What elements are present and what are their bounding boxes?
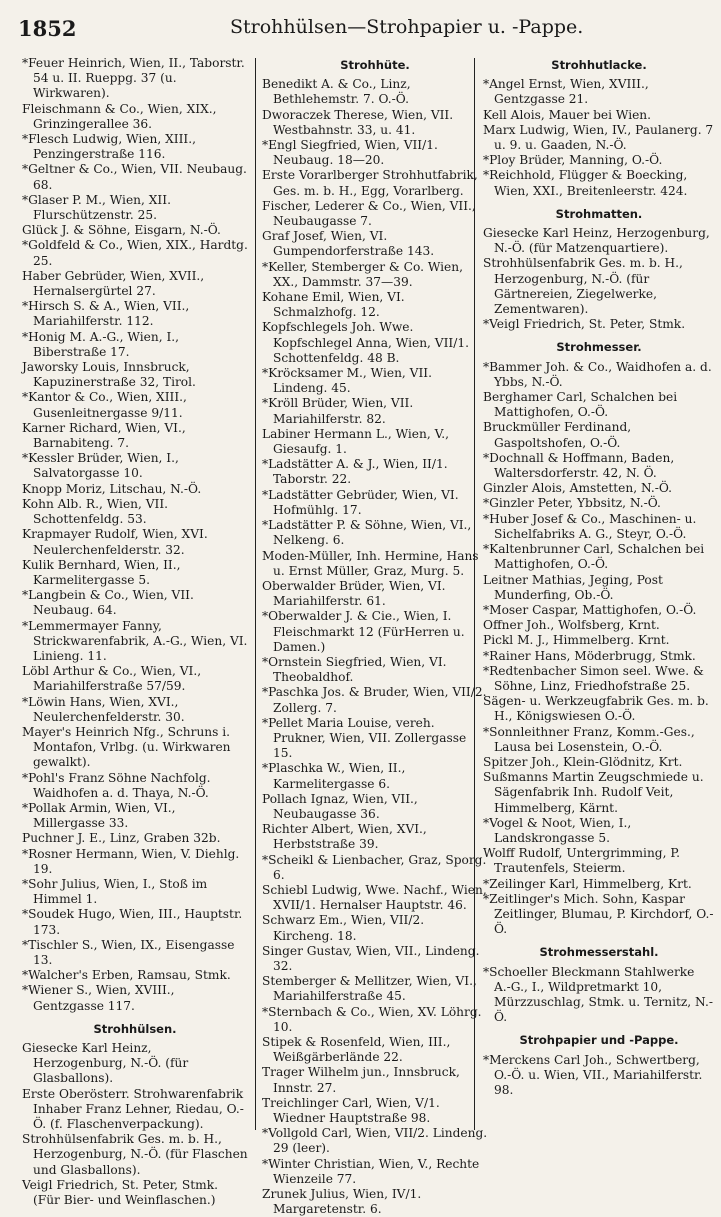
directory-entry: *Geltner & Co., Wien, VII. Neubaug. 68. (22, 162, 247, 192)
directory-entry: Graf Josef, Wien, VI. Gumpendorferstraße 143. (262, 229, 435, 259)
directory-entry: *Walcher's Erben, Ramsau, Stmk. (22, 968, 231, 983)
directory-entry: *Lemmermayer Fanny, Strickwarenfabrik, A.-G., Wien, VI. Linieng. 11. (22, 618, 248, 663)
directory-entry: *Ladstätter A. & J., Wien, II/1. Taborstr. 22. (262, 457, 448, 487)
directory-entry: Singer Gustav, Wien, VII., Lindeng. 32. (262, 943, 480, 973)
directory-entry: Haber Gebrüder, Wien, XVII., Hernalsergürtel 27. (22, 268, 205, 299)
directory-entry: *Rosner Hermann, Wien, V. Diehlg. 19. (22, 846, 240, 876)
directory-entry: Stemberger & Mellitzer, Wien, VI., Mariahilferstraße 45. (262, 974, 477, 1004)
directory-entry: Kulik Bernhard, Wien, II., Karmelitergasse 5. (22, 557, 181, 587)
directory-entry: Benedikt A. & Co., Linz, Bethlehemstr. 7. O.-Ö. (262, 77, 411, 107)
directory-entry: *Zeitlinger's Mich. Sohn, Kaspar Zeitlinger, Blumau, P. Kirchdorf, O.-Ö. (483, 891, 714, 937)
directory-entry: Kopfschlegels Joh. Wwe. Kopfschlegel Anna, Wien, VII/1. Schottenfeldg. 48 B. (262, 320, 469, 365)
section-heading-strohhutlacke: Strohhutlacke. (551, 58, 647, 72)
directory-entry: Wolff Rudolf, Untergrimming, P. Trautenfels, Steierm. (483, 846, 680, 876)
directory-entry: *Kantor & Co., Wien, XIII., Gusenleitnergasse 9/11. (22, 390, 187, 420)
directory-entry: *Ploy Brüder, Manning, O.-Ö. (483, 153, 663, 168)
directory-entry: Mayer's Heinrich Nfg., Schruns i. Montafon, Vrlbg. (u. Wirkwaren gewalkt). (22, 724, 231, 770)
directory-entry: Strohhülsenfabrik Ges. m. b. H., Herzogenburg, N.-Ö. (für Gärtnereien, Ziegelwerke, Zementwaren). (483, 256, 683, 317)
directory-entry: *Pellet Maria Louise, vereh. Prukner, Wien, VII. Zollergasse 15. (262, 715, 467, 761)
directory-entry: Kohane Emil, Wien, VI. Schmalzhofg. 12. (262, 290, 405, 320)
directory-entry: Sägen- u. Werkzeugfabrik Ges. m. b. H., Königswiesen O.-Ö. (483, 694, 709, 724)
directory-entry: *Langbein & Co., Wien, VII. Neubaug. 64. (22, 588, 194, 618)
directory-entry: Spitzer Joh., Klein-Glödnitz, Krt. (483, 754, 683, 769)
column-divider (255, 58, 256, 1130)
section-heading-strohmatten: Strohmatten. (555, 206, 643, 221)
directory-entry: Kohn Alb. R., Wien, VII. Schottenfeldg. 53. (22, 496, 169, 527)
directory-entry: *Wiener S., Wien, XVIII., Gentzgasse 117. (22, 983, 175, 1013)
entry-list (22, 56, 248, 1014)
directory-entry: *Paschka Jos. & Bruder, Wien, VII/2. Zollerg. 7. (262, 685, 487, 715)
directory-entry: *Vogel & Noot, Wien, I., Landskrongasse 5. (483, 815, 632, 845)
directory-entry: Treichlinger Carl, Wien, V/1. Wiedner Hauptstraße 98. (262, 1095, 440, 1126)
directory-entry: Puchner J. E., Linz, Graben 32b. (22, 831, 221, 846)
directory-entry: *Glaser P. M., Wien, XII. Flurschützenstr. 25. (22, 192, 171, 223)
directory-entry: *Ginzler Peter, Ybbsitz, N.-Ö. (483, 496, 661, 511)
directory-entry: *Soudek Hugo, Wien, III., Hauptstr. 173. (22, 907, 243, 937)
column-2 (262, 56, 488, 1217)
directory-entry: *Flesch Ludwig, Wien, XIII., Penzingerstraße 116. (22, 132, 196, 162)
directory-entry: Krapmayer Rudolf, Wien, XVI. Neulerchenfelderstr. 32. (22, 527, 208, 557)
directory-entry: *Scheikl & Lienbacher, Graz, Sporg. 6. (262, 852, 487, 882)
entry-list (483, 77, 715, 199)
directory-entry: Bruckmüller Ferdinand, Gaspoltshofen, O.-Ö. (483, 420, 632, 450)
directory-entry: *Bammer Joh. & Co., Waidhofen a. d. Ybbs, N.-Ö. (483, 359, 712, 389)
directory-entry: Stipek & Rosenfeld, Wien, III., Weißgärberlände 22. (262, 1035, 451, 1065)
directory-entry: *Oberwalder J. & Cie., Wien, I. Fleischmarkt 12 (FürHerren u. Damen.) (262, 609, 465, 654)
entry-list (483, 1053, 715, 1099)
directory-entry: *Pollak Armin, Wien, VI., Millergasse 33. (22, 800, 176, 831)
directory-entry: Richter Albert, Wien, XVI., Herbststraße 39. (262, 822, 427, 852)
directory-entry: *Honig M. A.-G., Wien, I., Biberstraße 17. (22, 329, 180, 359)
directory-entry: Erste Oberösterr. Strohwarenfabrik Inhaber Franz Lehner, Riedau, O.-Ö. (f. Flaschenverpackung). (22, 1086, 244, 1132)
section-heading-strohhuete: Strohhüte. (340, 58, 410, 72)
directory-entry: *Angel Ernst, Wien, XVIII., Gentzgasse 21. (483, 77, 649, 107)
directory-entry: Fischer, Lederer & Co., Wien, VII., Neubaugasse 7. (262, 198, 476, 229)
page-number: 1852 (18, 16, 77, 41)
directory-entry: *Pohl's Franz Söhne Nachfolg. Waidhofen a. d. Thaya, N.-Ö. (22, 770, 211, 800)
directory-entry: Strohhülsenfabrik Ges. m. b. H., Herzogenburg, N.-Ö. (für Flaschen und Glasballons). (22, 1132, 248, 1177)
directory-entry: Jaworsky Louis, Innsbruck, Kapuzinerstraße 32, Tirol. (22, 360, 196, 390)
directory-entry: *Kaltenbrunner Carl, Schalchen bei Mattighofen, O.-Ö. (483, 542, 705, 572)
directory-entry: Sußmanns Martin Zeugschmiede u. Sägenfabrik Inh. Rudolf Veit, Himmelberg, Kärnt. (483, 770, 704, 815)
directory-entry: Oberwalder Brüder, Wien, VI. Mariahilferstr. 61. (262, 578, 446, 609)
entry-list (483, 360, 715, 938)
directory-entry: Kell Alois, Mauer bei Wien. (483, 107, 652, 122)
directory-entry: Löbl Arthur & Co., Wien, VI., Mariahilferstraße 57/59. (22, 664, 202, 694)
directory-entry: Offner Joh., Wolfsberg, Krnt. (483, 618, 660, 633)
directory-entry: *Reichhold, Flügger & Boecking, Wien, XXI., Breitenleerstr. 424. (483, 168, 688, 198)
directory-entry: *Feuer Heinrich, Wien, II., Taborstr. 54 u. II. Rueppg. 37 (u. Wirkwaren). (22, 56, 245, 101)
directory-entry: *Rainer Hans, Möderbrugg, Stmk. (483, 648, 696, 663)
section-heading-strohmesser: Strohmesser. (556, 340, 642, 355)
entry-list (22, 1041, 248, 1208)
directory-entry: Labiner Hermann L., Wien, V., Giesaufg. 1. (262, 426, 450, 457)
section-heading-strohmesserstahl: Strohmesserstahl. (539, 945, 659, 960)
directory-entry: *Huber Josef & Co., Maschinen- u. Sichelfabriks A. G., Steyr, O.-Ö. (483, 511, 697, 541)
directory-entry: *Schoeller Bleckmann Stahlwerke A.-G., I., Wildpretmarkt 10, Mürzzuschlag, Stmk. u. Ternitz, N.-Ö. (483, 964, 713, 1025)
column-3 (483, 56, 715, 1098)
directory-entry: Schiebl Ludwig, Wwe. Nachf., Wien, XVII/1. Hernalser Hauptstr. 46. (262, 882, 487, 913)
directory-entry: Ginzler Alois, Amstetten, N.-Ö. (483, 481, 673, 496)
directory-entry: *Vollgold Carl, Wien, VII/2. Lindeng. 29 (leer). (262, 1126, 488, 1156)
directory-entry: Karner Richard, Wien, VI., Barnabiteng. 7. (22, 420, 186, 451)
directory-entry: Veigl Friedrich, St. Peter, Stmk. (Für Bier- und Weinflaschen.) (22, 1177, 218, 1208)
directory-entry: *Sonnleithner Franz, Komm.-Ges., Lausa bei Losenstein, O.-Ö. (483, 724, 695, 754)
directory-entry: Moden-Müller, Inh. Hermine, Hans u. Ernst Müller, Graz, Murg. 5. (262, 548, 479, 578)
directory-entry: *Sohr Julius, Wien, I., Stoß im Himmel 1. (22, 876, 208, 907)
entry-list (262, 77, 488, 1217)
directory-entry: Zrunek Julius, Wien, IV/1. Margaretenstr. 6. (262, 1187, 422, 1217)
directory-entry: *Sternbach & Co., Wien, XV. Löhrg. 10. (262, 1004, 482, 1034)
entry-list (483, 226, 715, 332)
directory-entry: *Keller, Stemberger & Co. Wien, XX., Dammstr. 37—39. (262, 259, 463, 289)
directory-entry: Pollach Ignaz, Wien, VII., Neubaugasse 36. (262, 791, 418, 821)
directory-entry: *Goldfeld & Co., Wien, XIX., Hardtg. 25. (22, 238, 248, 268)
column-1 (22, 56, 248, 1208)
directory-entry: *Dochnall & Hoffmann, Baden, Waltersdorferstr. 42, N. Ö. (483, 450, 675, 481)
directory-entry: *Plaschka W., Wien, II., Karmelitergasse 6. (262, 761, 406, 791)
directory-entry: Pickl M. J., Himmelberg. Krnt. (483, 633, 670, 648)
directory-entry: Leitner Mathias, Jeging, Post Munderfing, Ob.-Ö. (483, 572, 663, 602)
section-heading-strohpapier: Strohpapier und -Pappe. (519, 1033, 679, 1048)
directory-entry: Berghamer Carl, Schalchen bei Mattighofen, O.-Ö. (483, 390, 678, 420)
page-header (0, 10, 721, 46)
directory-entry: *Merckens Carl Joh., Schwertberg, O.-Ö. u. Wien, VII., Mariahilferstr. 98. (483, 1052, 703, 1097)
directory-entry: *Kröcksamer M., Wien, VII. Lindeng. 45. (262, 366, 432, 396)
directory-entry: Fleischmann & Co., Wien, XIX., Grinzingerallee 36. (22, 101, 217, 131)
directory-entry: Trager Wilhelm jun., Innsbruck, Innstr. 27. (262, 1065, 460, 1095)
directory-entry: *Winter Christian, Wien, V., Rechte Wienzeile 77. (262, 1156, 480, 1186)
directory-entry: Giesecke Karl Heinz, Herzogenburg, N.-Ö. (für Glasballons). (22, 1041, 189, 1086)
directory-entry: *Tischler S., Wien, IX., Eisengasse 13. (22, 937, 235, 967)
running-title: Strohhülsen—Strohpapier u. -Pappe. (230, 16, 584, 38)
directory-entry: *Kröll Brüder, Wien, VII. Mariahilferstr. 82. (262, 396, 414, 426)
directory-entry: Schwarz Em., Wien, VII/2. Kircheng. 18. (262, 913, 425, 943)
directory-entry: *Ladstätter P. & Söhne, Wien, VI., Nelkeng. 6. (262, 518, 472, 548)
directory-entry: *Veigl Friedrich, St. Peter, Stmk. (483, 317, 686, 332)
directory-entry: *Zeilinger Karl, Himmelberg, Krt. (483, 876, 692, 891)
directory-entry: Erste Vorarlberger Strohhutfabrik, Ges. m. b. H., Egg, Vorarlberg. (262, 168, 478, 198)
directory-entry: *Redtenbacher Simon seel. Wwe. & Söhne, Linz, Friedhofstraße 25. (483, 663, 704, 693)
directory-entry: *Moser Caspar, Mattighofen, O.-Ö. (483, 602, 697, 617)
directory-entry: Dworaczek Therese, Wien, VII. Westbahnstr. 33, u. 41. (262, 107, 454, 137)
directory-entry: *Kessler Brüder, Wien, I., Salvatorgasse 10. (22, 451, 179, 481)
directory-entry: Marx Ludwig, Wien, IV., Paulanerg. 7 u. 9. u. Gaaden, N.-Ö. (483, 122, 714, 153)
directory-entry: *Ladstätter Gebrüder, Wien, VI. Hofmühlg. 17. (262, 487, 459, 517)
directory-entry: Knopp Moriz, Litschau, N.-Ö. (22, 481, 202, 496)
directory-entry: Giesecke Karl Heinz, Herzogenburg, N.-Ö. (für Matzenquartiere). (483, 226, 710, 256)
directory-entry: *Engl Siegfried, Wien, VII/1. Neubaug. 18—20. (262, 138, 438, 168)
section-heading-strohhuelsen: Strohhülsen. (93, 1021, 177, 1036)
directory-entry: *Löwin Hans, Wien, XVI., Neulerchenfelderstr. 30. (22, 694, 185, 724)
entry-list (483, 965, 715, 1026)
directory-entry: Glück J. & Söhne, Eisgarn, N.-Ö. (22, 223, 221, 238)
directory-entry: *Hirsch S. & A., Wien, VII., Mariahilferstr. 112. (22, 299, 190, 329)
directory-entry: *Ornstein Siegfried, Wien, VI. Theobaldhof. (262, 654, 447, 685)
